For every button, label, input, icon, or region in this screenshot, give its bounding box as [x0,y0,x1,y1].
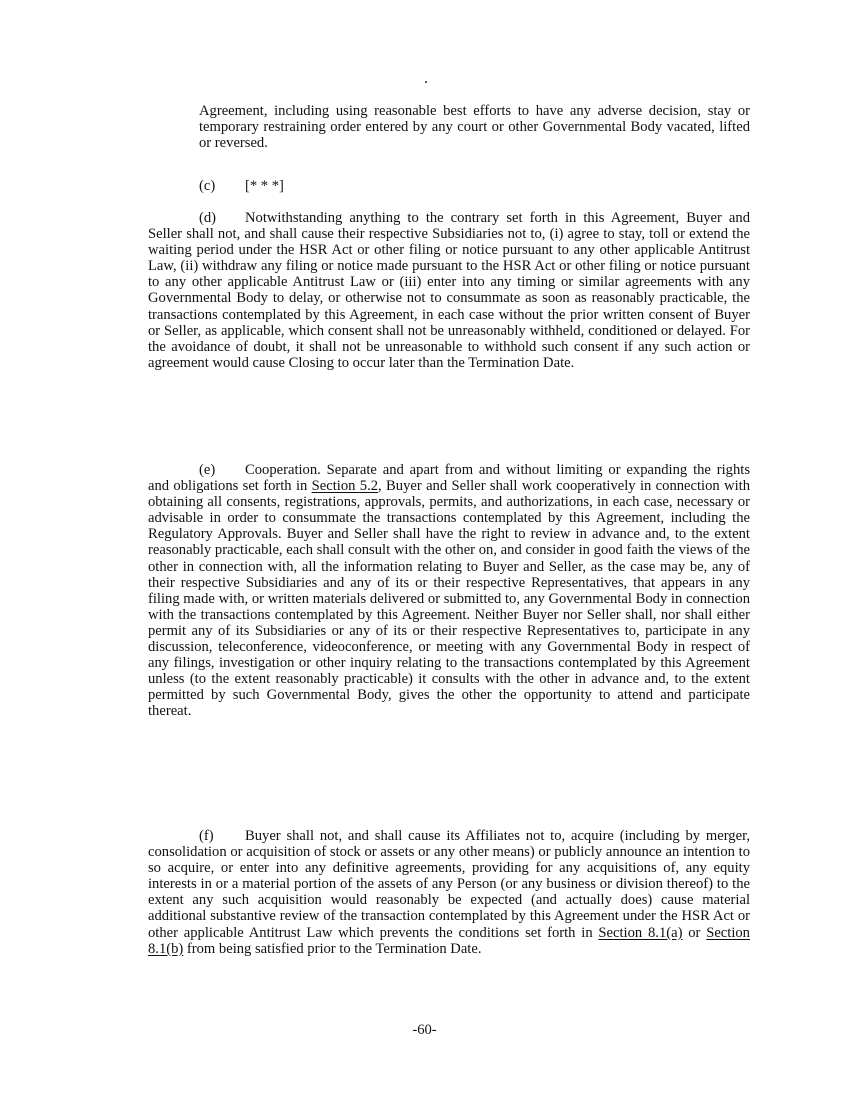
paragraph-d-text: Notwithstanding anything to the contrary set forth in this Agreement, Buyer and Seller shall not, and shall cause their respective Subsidiaries not to, (i) agree to stay, toll or extend the waiting period under the HSR Act or other filing or notice pursuant to any other applicable Antitrust Law, (ii) withdraw any filing or notice made pursuant to the HSR Act or other filing or notice pursuant to any other applicable Antitrust Law or (iii) enter into any timing or similar agreements with any Governmental Body to delay, or otherwise not to consummate as soon as reasonably practicable, the transactions contemplated by this Agreement, in each case without the prior written consent of Buyer or Seller, as applicable, which consent shall not be unreasonably withheld, conditioned or delayed. For the avoidance of doubt, it shall not be unreasonable to withhold such consent if any such action or agreement would cause Closing to occur later than the Termination Date. [148,210,750,371]
paragraph-c [199,178,750,194]
paragraph-e-text-2: , Buyer and Seller shall work cooperatively in connection with obtaining all consents, registrations, approvals, permits, and authorizations, in each case, necessary or advisable in order to consummate the transactions contemplated by this Agreement, including the Regulatory Approvals. Buyer and Seller shall have the right to review in advance and, to the extent reasonably practicable, each shall consult with the other on, and consider in good faith the views of the other in connection with, all the information relating to Buyer and Seller, as the case may be, any of their respective Subsidiaries and any of its or their respective Representatives, that appears in any filing made with, or written materials delivered or submitted to, any Governmental Body in connection with the transactions contemplated by this Agreement. Neither Buyer nor Seller shall, nor shall either permit any of its Subsidiaries or any of its or their respective Representatives to, participate in any discussion, teleconference, videoconference, or meeting with any Governmental Body in respect of any filings, investigation or other inquiry relating to the transactions contemplated by this Agreement unless (to the extent reasonably practicable) it consults with the other in advance and, to the extent permitted by such Governmental Body, gives the other the opportunity to attend and participate thereat. [148,478,750,720]
scan-speck [425,81,427,83]
continued-paragraph: Agreement, including using reasonable best efforts to have any adverse decision, stay or temporary restraining order entered by any court or other Governmental Body vacated, lifted or reversed. [199,103,750,152]
page-number: -60- [412,1022,437,1038]
section-8-1-a-reference: Section 8.1(a) [598,924,683,941]
paragraph-f [148,828,750,957]
paragraph-d [148,210,750,371]
section-5-2-reference: Section 5.2 [311,478,379,495]
paragraph-c-text: [* * *] [245,178,284,194]
paragraph-e-label: (e) [199,462,216,478]
paragraph-e [148,462,750,720]
paragraph-d-label: (d) [199,210,217,226]
paragraph-f-text-3: from being satisfied prior to the Termination Date. [183,940,482,957]
paragraph-f-label: (f) [199,828,214,844]
paragraph-f-text-2: or [682,924,707,941]
paragraph-f-text-1: Buyer shall not, and shall cause its Affiliates not to, acquire (including by merger, consolidation or acquisition of stock or assets or any other means) or publicly announce an intention to so acquire, or enter into any definitive agreements, providing for any acquisitions of, any equity interests in or a material portion of the assets of any Person (or any business or division thereof) to the extent any such acquisition would reasonably be expected (and actually does) cause material additional substantive review of the transaction contemplated by this Agreement under the HSR Act or other applicable Antitrust Law which prevents the conditions set forth in [148,828,750,941]
paragraph-e-text-1: Cooperation. Separate and apart from and without limiting or expanding the rights and obligations set forth in [148,462,750,495]
section-8-1-b-reference: Section 8.1(b) [148,924,750,957]
paragraph-c-label: (c) [199,178,216,194]
